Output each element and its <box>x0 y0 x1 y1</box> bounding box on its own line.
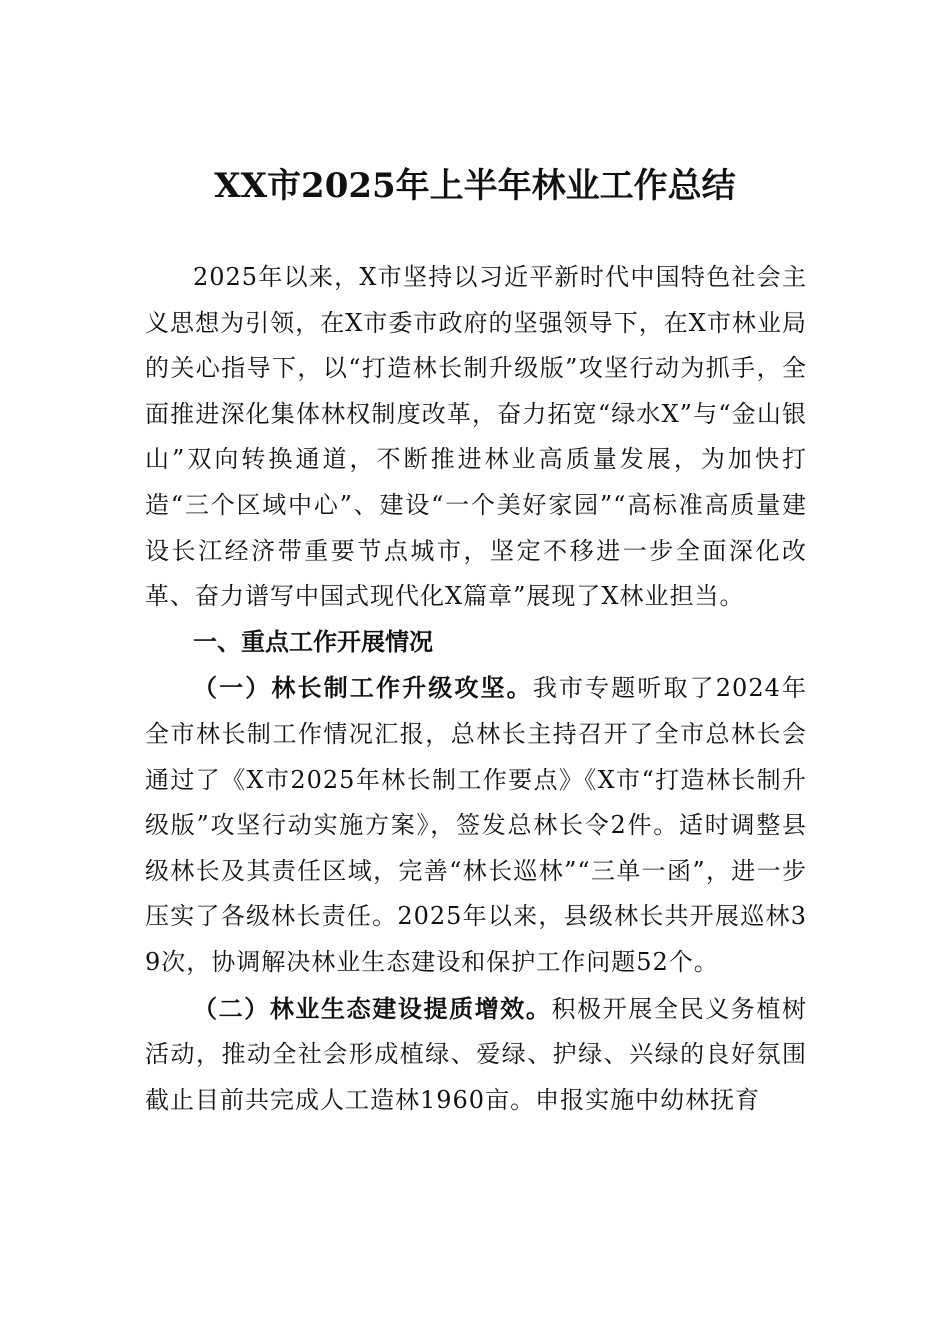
item-text-1: 我市专题听取了2024年全市林长制工作情况汇报，总林长主持召开了全市总林长会通过了《X市2025年林长制工作要点》《X市“打造林长制升级版”攻坚行动实施方案》，签发总林长令2件。适时调整县级林长及其责任区域，完善“林长巡林”“三单一函”，进一步压实了各级林长责任。2025年以来，县级林长共开展巡林39次，协调解决林业生态建设和保护工作问题52个。 <box>145 674 808 976</box>
item-paragraph-1 <box>145 665 807 985</box>
item-title-2: （二）林业生态建设提质增效。 <box>193 993 552 1023</box>
intro-paragraph: 2025年以来，X市坚持以习近平新时代中国特色社会主义思想为引领，在X市委市政府的坚强领导下，在X市林业局的关心指导下，以“打造林长制升级版”攻坚行动为抓手，全面推进深化集体林权制度改革，奋力拓宽“绿水X”与“金山银山”双向转换通道，不断推进林业高质量发展，为加快打造“三个区域中心”、建设“一个美好家园”“高标准高质量建设长江经济带重要节点城市，坚定不移进一步全面深化改革、奋力谱写中国式现代化X篇章”展现了X林业担当。 <box>145 263 807 611</box>
item-text-2: 积极开展全民义务植树活动，推动全社会形成植绿、爱绿、护绿、兴绿的良好氛围截止目前共完成人工造林1960亩。申报实施中幼林抚育 <box>145 994 808 1114</box>
document-body <box>145 255 807 1123</box>
document-title: XX市2025年上半年林业工作总结 <box>214 166 736 206</box>
section-heading: 一、重点工作开展情况 <box>193 627 433 656</box>
item-title-1: （一）林长制工作升级攻坚。 <box>193 673 533 703</box>
item-paragraph-2 <box>145 986 807 1124</box>
